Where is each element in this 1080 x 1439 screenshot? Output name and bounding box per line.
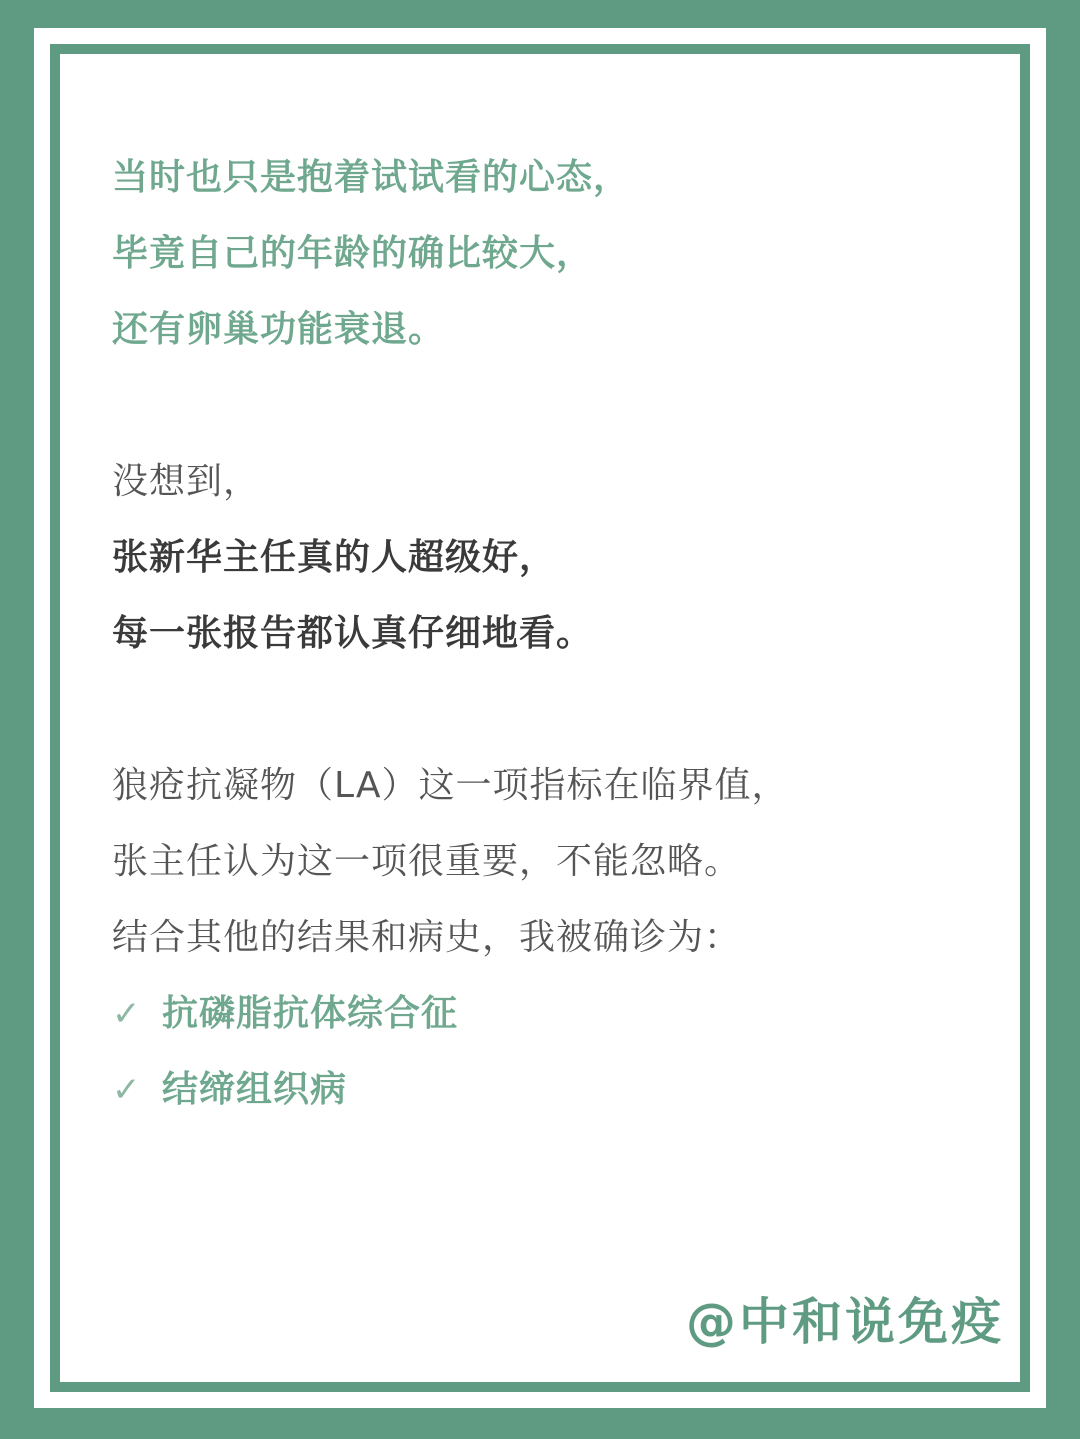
article-content [112, 140, 992, 1128]
check-icon: ✓ [112, 994, 142, 1034]
text-line: 还有卵巢功能衰退。 [112, 309, 446, 350]
section-2 [112, 444, 992, 672]
text-line: 没想到， [112, 461, 261, 502]
diagnosis-label: 结缔组织病 [162, 1069, 348, 1110]
text-line: 张新华主任真的人超级好， [112, 537, 557, 578]
text-line: 每一张报告都认真仔细地看。 [112, 613, 594, 654]
diagnosis-item [112, 1052, 992, 1128]
spacer [112, 672, 992, 748]
author-watermark: @中和说免疫 [686, 1293, 1004, 1351]
text-line: 张主任认为这一项很重要，不能忽略。 [112, 841, 742, 882]
section-3 [112, 748, 992, 976]
section-1 [112, 140, 992, 368]
check-icon: ✓ [112, 1070, 142, 1110]
text-line: 毕竟自己的年龄的确比较大， [112, 233, 594, 274]
diagnosis-item [112, 976, 992, 1052]
spacer [112, 368, 992, 444]
text-line: 狼疮抗凝物（LA）这一项指标在临界值， [112, 765, 789, 806]
text-line: 结合其他的结果和病史，我被确诊为： [112, 917, 742, 958]
diagnosis-label: 抗磷脂抗体综合征 [162, 993, 459, 1034]
text-line: 当时也只是抱着试试看的心态， [112, 157, 631, 198]
diagnosis-list [112, 976, 992, 1128]
